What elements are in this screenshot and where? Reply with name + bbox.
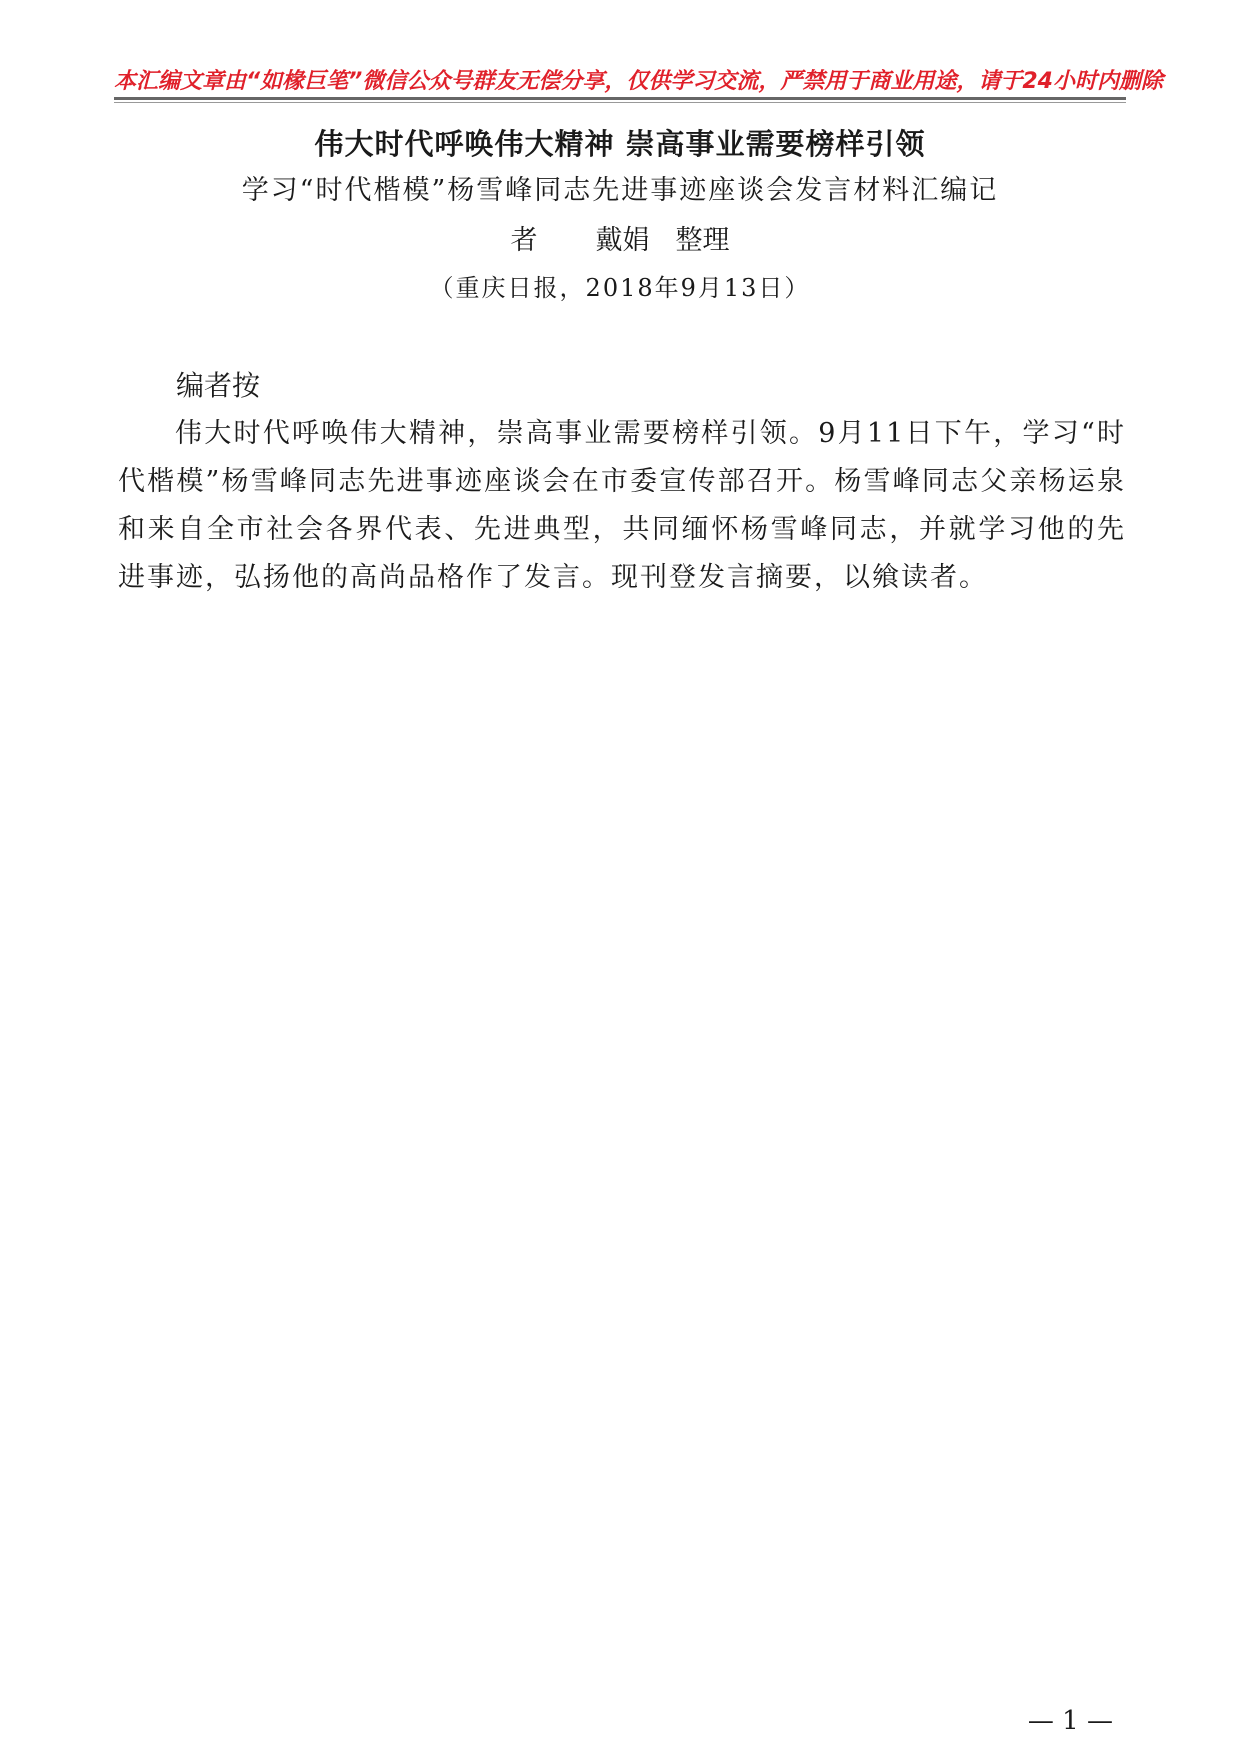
page-number: — 1 — bbox=[1027, 1706, 1113, 1736]
header-notice: 本汇编文章由“如椽巨笔”微信公众号群友无偿分享，仅供学习交流，严禁用于商业用途，请于24小时内删除 bbox=[114, 69, 1163, 94]
header-divider bbox=[114, 97, 1126, 100]
byline bbox=[114, 218, 1126, 257]
header-divider-thin bbox=[114, 102, 1126, 103]
byline-label: 者 bbox=[510, 225, 538, 256]
body-paragraph: 伟大时代呼唤伟大精神，崇高事业需要榜样引领。9月11日下午，学习“时代楷模”杨雪峰同志先进事迹座谈会在市委宣传部召开。杨雪峰同志父亲杨运泉和来自全市社会各界代表、先进典型，共同缅怀杨雪峰同志，并就学习他的先进事迹，弘扬他的高尚品格作了发言。现刊登发言摘要，以飨读者。 bbox=[118, 418, 1126, 593]
article-title: 伟大时代呼唤伟大精神 崇高事业需要榜样引领 bbox=[314, 127, 926, 161]
article-subtitle: 学习“时代楷模”杨雪峰同志先进事迹座谈会发言材料汇编记 bbox=[241, 175, 999, 206]
article-source: （重庆日报，2018年9月13日） bbox=[429, 274, 811, 302]
author-role: 整理 bbox=[675, 225, 730, 256]
author-name: 戴娟 bbox=[595, 225, 650, 256]
section-heading: 编者按 bbox=[176, 369, 261, 402]
